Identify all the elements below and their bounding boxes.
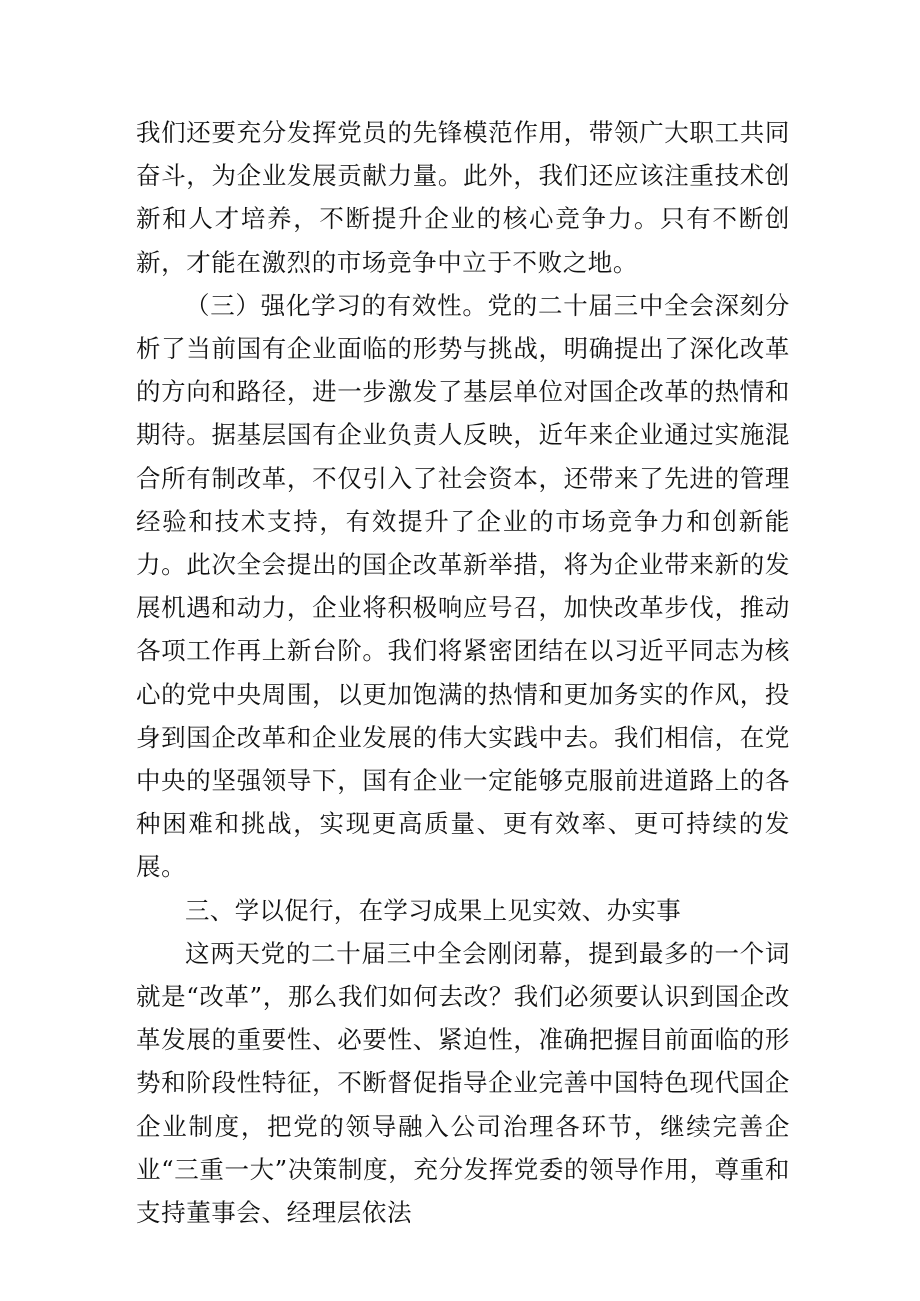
paragraph-reform: 这两天党的二十届三中全会刚闭幕，提到最多的一个词就是“改革”，那么我们如何去改？我们必须要认识到国企改革发展的重要性、必要性、紧迫性，准确把握目前面临的形势和阶段性特征，不断督促指导企业完善中国特色现代国企企业制度，把党的领导融入公司治理各环节，继续完善企业“三重一大”决策制度，充分发挥党委的领导作用，尊重和支持董事会、经理层依法 [136, 938, 790, 1228]
paragraph-section-3: （三）强化学习的有效性。党的二十届三中全会深刻分析了当前国有企业面临的形势与挑战，明确提出了深化改革的方向和路径，进一步激发了基层单位对国企改革的热情和期待。据基层国有企业负责人反映，近年来企业通过实施混合所有制改革，不仅引入了社会资本，还带来了先进的管理经验和技术支持，有效提升了企业的市场竞争力和创新能力。此次全会提出的国企改革新举措，将为企业带来新的发展机遇和动力，企业将积极响应号召，加快改革步伐，推动各项工作再上新台阶。我们将紧密团结在以习近平同志为核心的党中央周围，以更加饱满的热情和更加务实的作风，投身到国企改革和企业发展的伟大实践中去。我们相信，在党中央的坚强领导下，国有企业一定能够克服前进道路上的各种困难和挑战，实现更高质量、更有效率、更可持续的发展。 [136, 290, 790, 882]
section-heading-3: 三、学以促行，在学习成果上见实效、办实事 [185, 895, 681, 925]
document-body [136, 111, 790, 1234]
paragraph-continuation: 我们还要充分发挥党员的先锋模范作用，带领广大职工共同奋斗，为企业发展贡献力量。此外，我们还应该注重技术创新和人才培养，不断提升企业的核心竞争力。只有不断创新，才能在激烈的市场竞争中立于不败之地。 [136, 118, 790, 277]
